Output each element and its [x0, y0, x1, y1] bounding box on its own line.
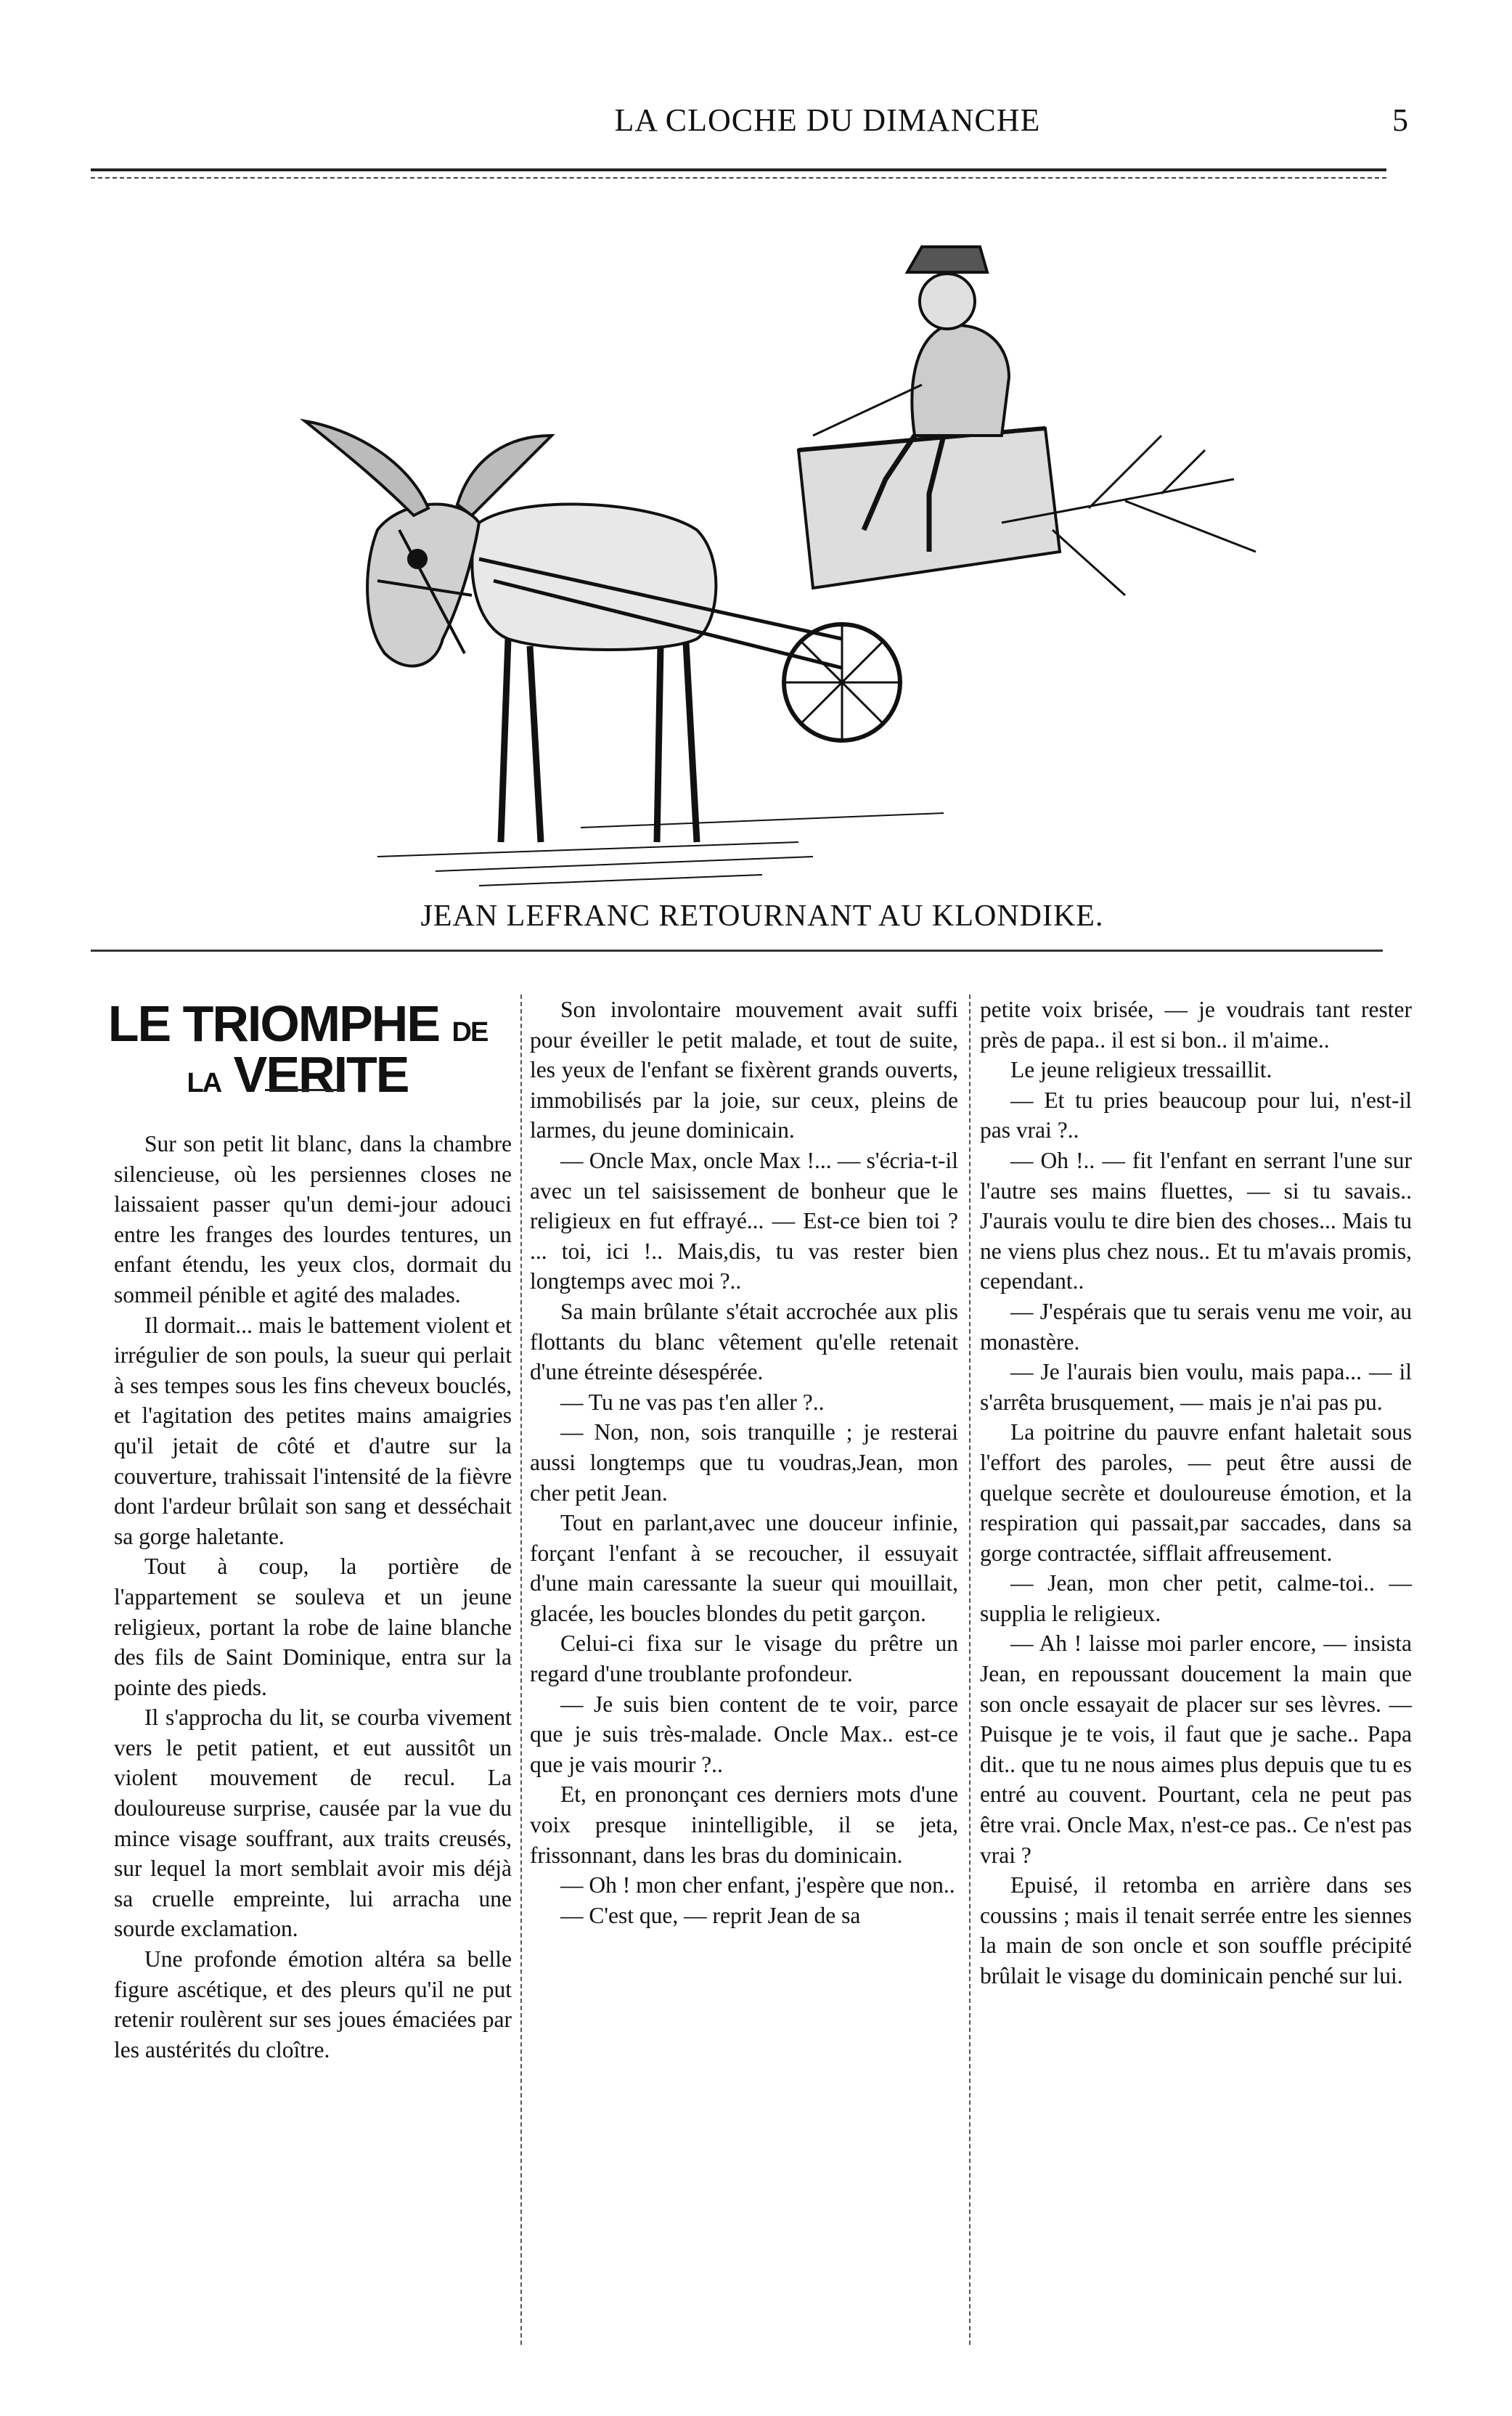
paragraph: Il dormait... mais le battement violent et irrégulier de son pouls, la sueur qui perlait à ses tempes sous les fins cheveux bouclés, et l'agitation des petites mains amaigries qu'il jetait de côté et d'autre sur la couverture, trahissait l'intensité de la fièvre dont l'ardeur brûlait son sang et desséchait sa gorge haletante. [114, 1312, 512, 1549]
column-separator [520, 995, 522, 2345]
column-separator [969, 995, 970, 2345]
paragraph: La poitrine du pauvre enfant haletait sous l'effort des paroles, — peut être aussi de quelque secrète et douloureuse émotion, et la respiration qui passait,par saccades, dans sa gorge contractée, sifflait affreusement. [980, 1419, 1412, 1566]
headline-rule [265, 1089, 345, 1091]
paragraph: Tout en parlant,avec une douceur infinie, forçant l'enfant à se recoucher, il essuyait d'une main caressante la sueur qui mouillait, glacée, les boucles blondes du petit garçon. [530, 1510, 958, 1626]
headline-part: VERITE [233, 1046, 409, 1103]
article-column-3 [980, 995, 1412, 1991]
paragraph: — Non, non, sois tranquille ; je resterai aussi longtemps que tu voudras,Jean, mon cher petit Jean. [530, 1419, 958, 1506]
paragraph: Sur son petit lit blanc, dans la chambre silencieuse, où les persiennes closes ne laissaient passer qu'un demi-jour adouci entre les franges des lourdes tentures, un enfant étendu, les yeux clos, dormait du sommeil pénible et agité des malades. [114, 1131, 512, 1307]
paragraph: — J'espérais que tu serais venu me voir, au monastère. [980, 1298, 1412, 1355]
headline-part: LA [187, 1068, 221, 1098]
paragraph: — Oh !.. — fit l'enfant en serrant l'une sur l'autre ses mains fluettes, — si tu savais.. J'aurais voulu te dire bien des choses... Mais tu ne viens plus chez nous.. Et tu m'avais promis, cependant.. [980, 1147, 1412, 1294]
paragraph: Et, en prononçant ces derniers mots d'une voix presque inintelligible, il se jeta, frissonnant, dans les bras du dominicain. [530, 1782, 958, 1868]
paragraph: Une profonde émotion altéra sa belle figure ascétique, et des pleurs qu'il ne put retenir roulèrent sur ses joues émaciées par les austérités du cloître. [114, 1946, 512, 2062]
paragraph: Son involontaire mouvement avait suffi pour éveiller le petit malade, et tout de suite, les yeux de l'enfant se fixèrent grands ouverts, immobilisés par la joie, sur ceux, pleins de larmes, du jeune dominicain. [530, 997, 958, 1143]
donkey-cart-illustration [290, 218, 1263, 907]
paragraph: — Et tu pries beaucoup pour lui, n'est-il pas vrai ?.. [980, 1087, 1412, 1143]
header-rule-dashed [91, 177, 1386, 179]
paragraph: Sa main brûlante s'était accrochée aux plis flottants du blanc vêtement qu'elle retenait d'une étreinte désespérée. [530, 1298, 958, 1385]
paragraph: — Je suis bien content de te voir, parce que je suis très-malade. Oncle Max.. est-ce que je vais mourir ?.. [530, 1691, 958, 1777]
headline-part: DE [451, 1017, 488, 1048]
page-header [87, 102, 1408, 145]
article-headline [87, 995, 508, 1103]
header-rule [91, 168, 1386, 171]
paragraph: — Tu ne vas pas t'en aller ?.. [560, 1389, 825, 1415]
paragraph: — Ah ! laisse moi parler encore, — insista Jean, en repoussant doucement la main que son oncle essayait de placer sur ses lèvres. — Puisque je te vois, il faut que je sache.. Papa dit.. que tu ne nous aimes plus depuis que tu es entré au couvent. Pourtant, cela ne peut pas être vrai. Oncle Max, n'est-ce pas.. Ce n'est pas vrai ? [980, 1631, 1412, 1868]
section-rule [91, 950, 1383, 952]
headline-part: LE TRIOMPHE [107, 995, 440, 1052]
paragraph: Celui-ci fixa sur le visage du prêtre un regard d'une troublante profondeur. [530, 1631, 958, 1687]
paragraph: petite voix brisée, — je voudrais tant rester près de papa.. il est si bon.. il m'aime.. [980, 997, 1412, 1053]
page-number: 5 [1392, 102, 1408, 138]
newspaper-title: LA CLOCHE DU DIMANCHE [614, 102, 1041, 138]
article-column-2 [530, 995, 958, 1930]
paragraph: Le jeune religieux tressaillit. [1010, 1057, 1272, 1083]
paragraph: — Je l'aurais bien voulu, mais papa... — il s'arrêta brusquement, — mais je n'ai pas pu. [980, 1359, 1412, 1415]
paragraph: Epuisé, il retomba en arrière dans ses coussins ; mais il tenait serrée entre les siennes la main de son oncle et son souffle précipité brûlait le visage du dominicain penché sur lui. [980, 1872, 1412, 1988]
paragraph: — Jean, mon cher petit, calme-toi.. — supplia le religieux. [980, 1570, 1412, 1626]
paragraph: Tout à coup, la portière de l'appartement se souleva et un jeune religieux, portant la robe de laine blanche des fils de Saint Dominique, entra sur la pointe des pieds. [114, 1554, 512, 1700]
paragraph: — C'est que, — reprit Jean de sa [560, 1902, 861, 1928]
paragraph: — Oh ! mon cher enfant, j'espère que non.. [560, 1872, 955, 1898]
illustration-caption: JEAN LEFRANC RETOURNANT AU KLONDIKE. [420, 899, 1104, 933]
paragraph: — Oncle Max, oncle Max !... — s'écria-t-il avec un tel saisissement de bonheur que le religieux en fut effrayé... — Est-ce bien toi ? ... toi, ici !.. Mais,dis, tu vas rester bien longtemps avec moi ?.. [530, 1147, 958, 1294]
article-column-1 [114, 1129, 512, 2065]
paragraph: Il s'approcha du lit, se courba vivement vers le petit patient, et eut aussitôt un violent mouvement de recul. La douloureuse surprise, causée par la vue du mince visage souffrant, aux traits creusés, sur lequel la mort semblait avoir mis déjà sa cruelle empreinte, lui arracha une sourde exclamation. [114, 1705, 512, 1942]
